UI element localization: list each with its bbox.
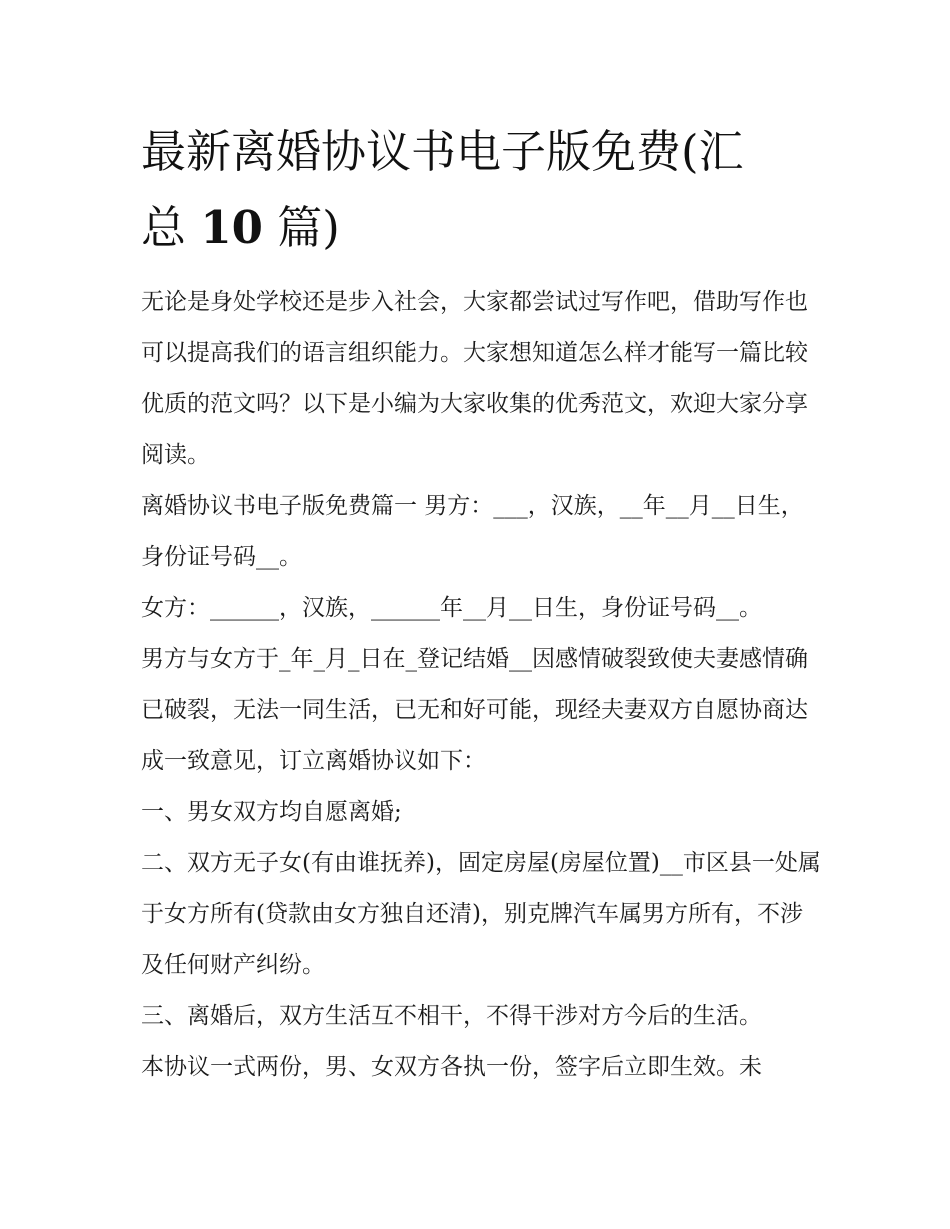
clause-one-paragraph: 一、男女双方均自愿离婚; [141,799,402,825]
male-party-paragraph: 离婚协议书电子版免费篇一 男方：___，汉族，__年__月__日生，身份证号码__。 [141,493,804,570]
title-number: 10 [200,201,263,254]
clause-three-paragraph: 三、离婚后，双方生活互不相干，不得干涉对方今后的生活。 [141,1003,762,1029]
title-line-1: 最新离婚协议书电子版免费(汇 [141,125,744,178]
agreement-copies-paragraph: 本协议一式两份，男、女双方各执一份，签字后立即生效。未 [141,1054,762,1080]
clause-two-paragraph: 二、双方无子女(有由谁抚养)，固定房屋(房屋位置)__市区县一处属于女方所有(贷款由女方独自还清)，别克牌汽车属男方所有，不涉及任何财产纠纷。 [141,850,821,978]
title-line-2-prefix: 总 [141,201,201,254]
marriage-statement-paragraph: 男方与女方于_年_月_日在_登记结婚__因感情破裂致使夫妻感情确已破裂，无法一同生活，已无和好可能，现经夫妻双方自愿协商达成一致意见，订立离婚协议如下： [141,646,808,774]
female-party-paragraph: 女方：______，汉族，______年__月__日生，身份证号码__。 [141,595,762,621]
intro-paragraph: 无论是身处学校还是步入社会，大家都尝试过写作吧，借助写作也可以提高我们的语言组织能力。大家想知道怎么样才能写一篇比较优质的范文吗？以下是小编为大家收集的优秀范文，欢迎大家分享阅读。 [141,289,808,468]
document-body [141,277,821,1093]
title-line-2-suffix: 篇) [262,201,340,254]
document-title [141,114,821,266]
